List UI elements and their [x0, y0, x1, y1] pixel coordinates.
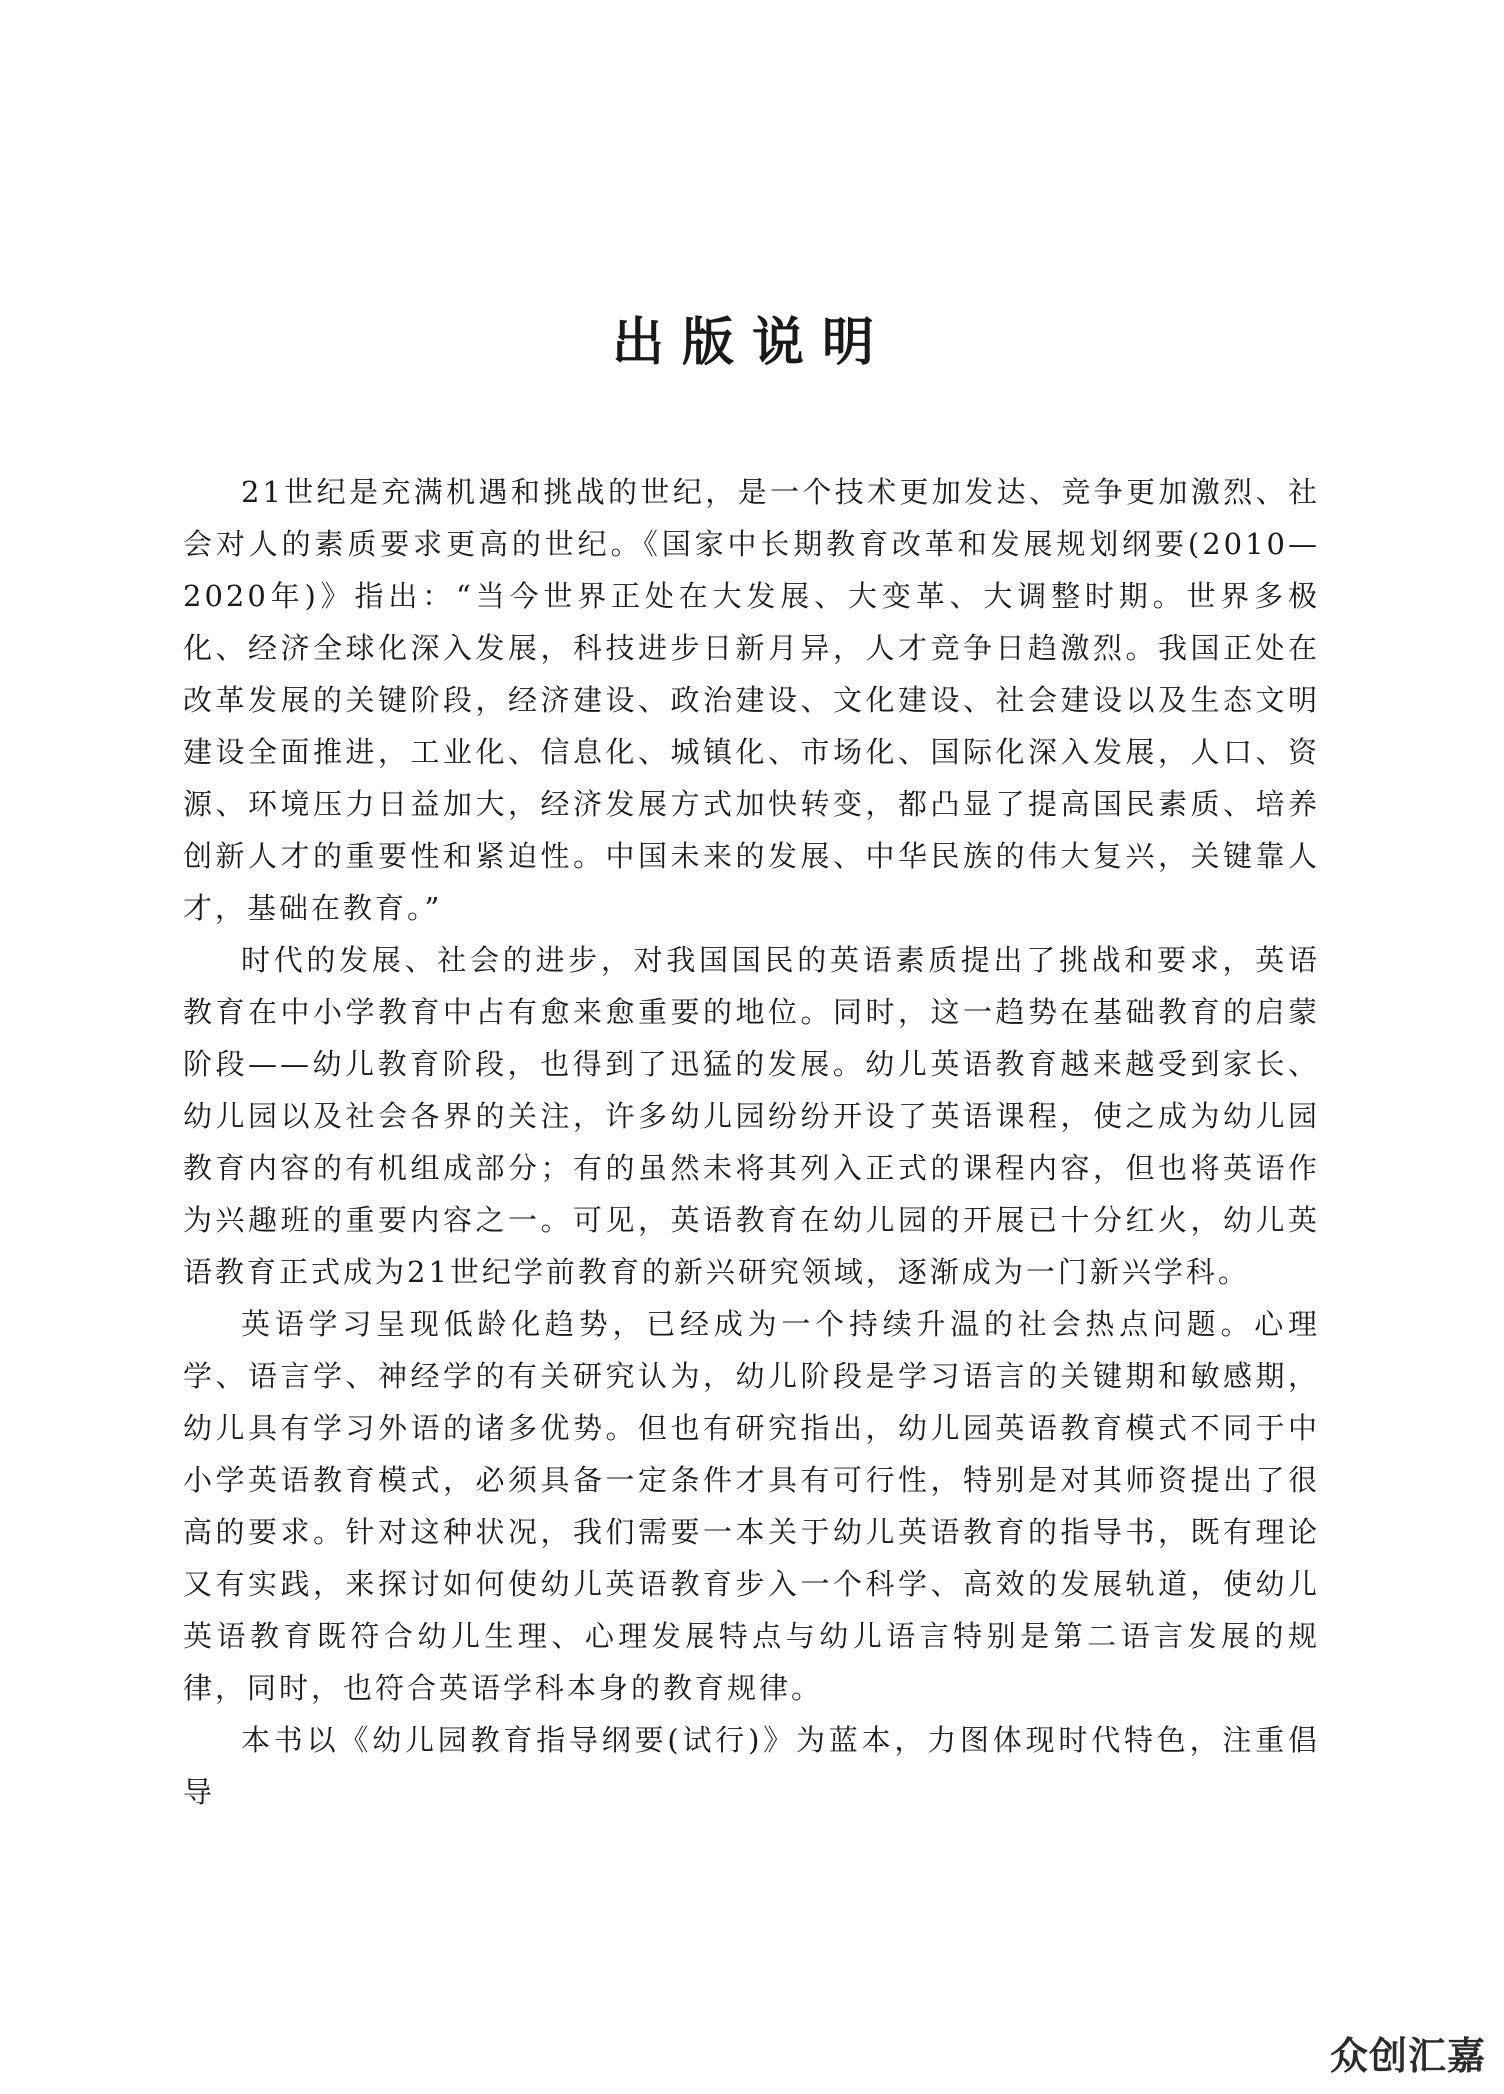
body-text: [183, 466, 1320, 1818]
paragraph-3: 英语学习呈现低龄化趋势，已经成为一个持续升温的社会热点问题。心理学、语言学、神经学的有关研究认为，幼儿阶段是学习语言的关键期和敏感期，幼儿具有学习外语的诸多优势。但也有研究指出，幼儿园英语教育模式不同于中小学英语教育模式，必须具备一定条件才具有可行性，特别是对其师资提出了很高的要求。针对这种状况，我们需要一本关于幼儿英语教育的指导书，既有理论又有实践，来探讨如何使幼儿英语教育步入一个科学、高效的发展轨道，使幼儿英语教育既符合幼儿生理、心理发展特点与幼儿语言特别是第二语言发展的规律，同时，也符合英语学科本身的教育规律。: [183, 1307, 1320, 1705]
paragraph-2: 时代的发展、社会的进步，对我国国民的英语素质提出了挑战和要求，英语教育在中小学教育中占有愈来愈重要的地位。同时，这一趋势在基础教育的启蒙阶段——幼儿教育阶段，也得到了迅猛的发展。幼儿英语教育越来越受到家长、幼儿园以及社会各界的关注，许多幼儿园纷纷开设了英语课程，使之成为幼儿园教育内容的有机组成部分；有的虽然未将其列入正式的课程内容，但也将英语作为兴趣班的重要内容之一。可见，英语教育在幼儿园的开展已十分红火，幼儿英语教育正式成为21世纪学前教育的新兴研究领域，逐渐成为一门新兴学科。: [183, 943, 1320, 1289]
paragraph-1: 21世纪是充满机遇和挑战的世纪，是一个技术更加发达、竞争更加激烈、社会对人的素质要求更高的世纪。《国家中长期教育改革和发展规划纲要(2010—2020年)》指出：“当今世界正处在大发展、大变革、大调整时期。世界多极化、经济全球化深入发展，科技进步日新月异，人才竞争日趋激烈。我国正处在改革发展的关键阶段，经济建设、政治建设、文化建设、社会建设以及生态文明建设全面推进，工业化、信息化、城镇化、市场化、国际化深入发展，人口、资源、环境压力日益加大，经济发展方式加快转变，都凸显了提高国民素质、培养创新人才的重要性和紧迫性。中国未来的发展、中华民族的伟大复兴，关键靠人才，基础在教育。”: [183, 475, 1320, 925]
page-title: 出版说明: [611, 312, 892, 373]
paragraph-4: 本书以《幼儿园教育指导纲要(试行)》为蓝本，力图体现时代特色，注重倡导: [183, 1723, 1320, 1809]
watermark-logo: 众创汇嘉: [1329, 2034, 1486, 2078]
